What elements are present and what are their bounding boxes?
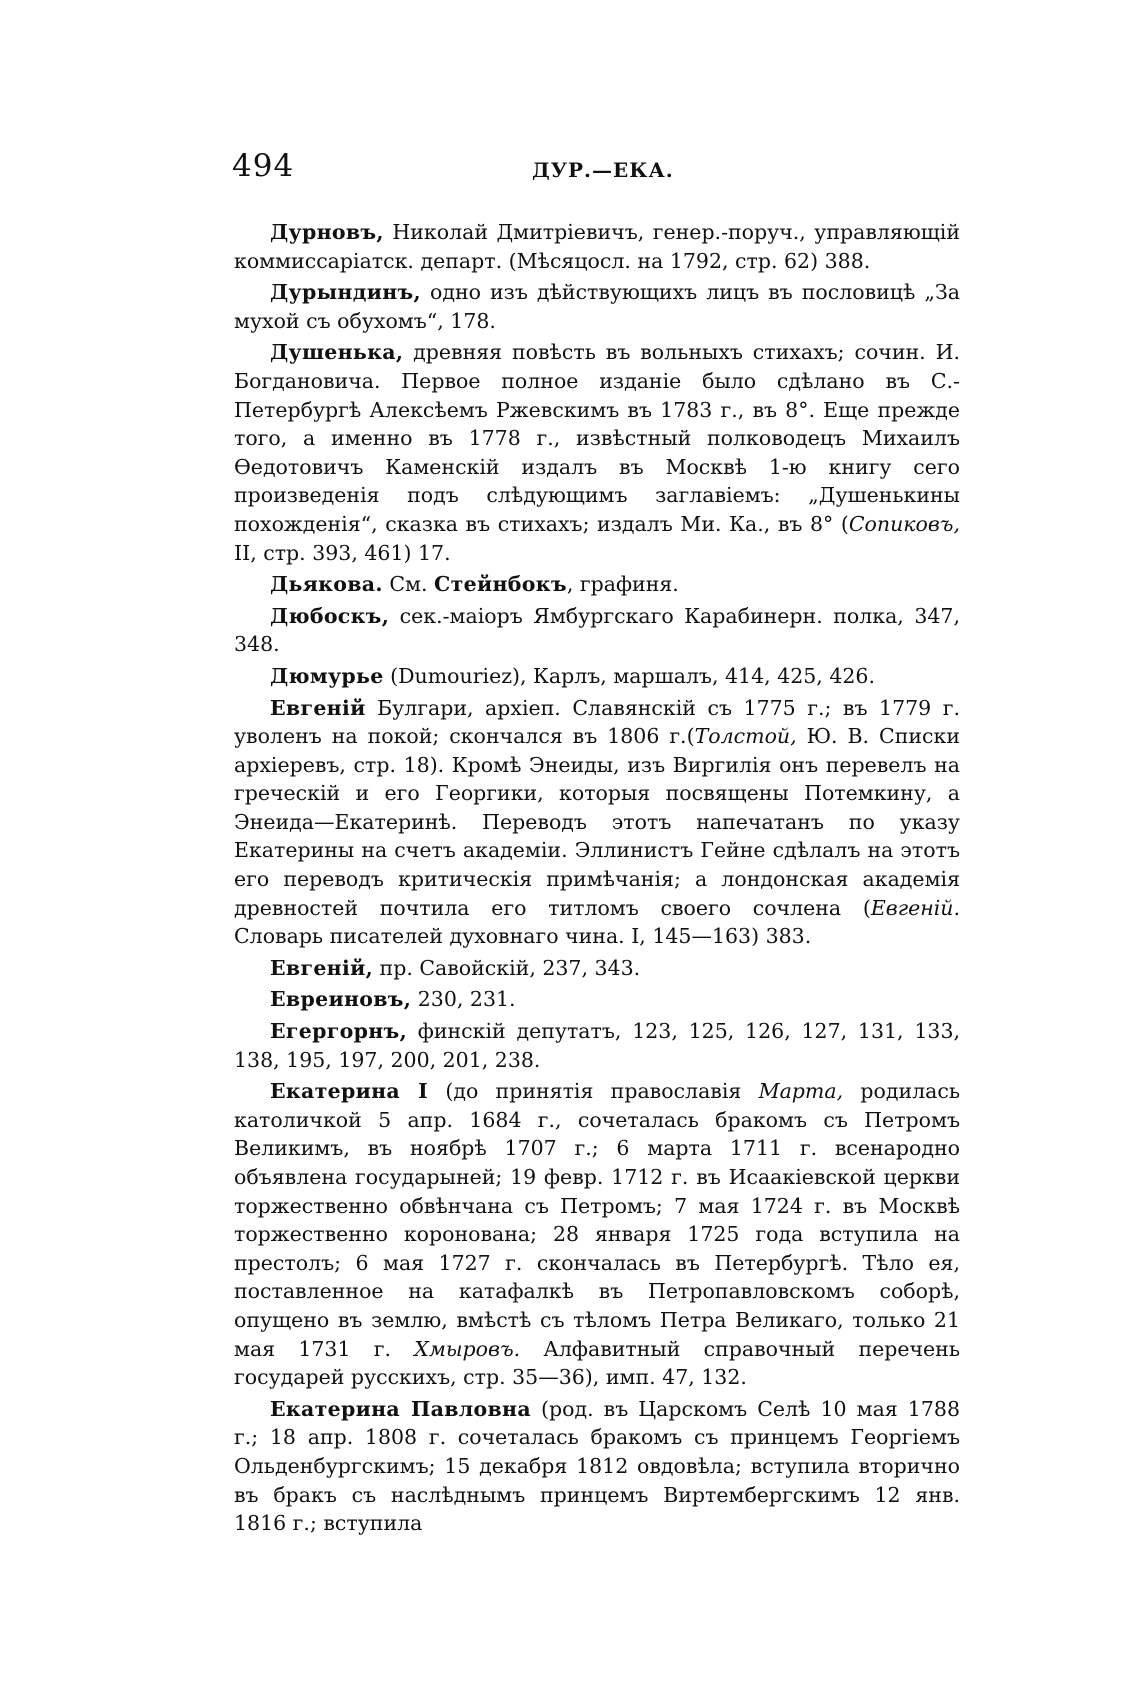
entry-text-tail: родилась католичкой 5 апр. 1684 г., сочеталась бракомъ съ Петромъ Великимъ, въ ноябрѣ 1707 г.; 6 марта 1711 г. всенародно объявлена государыней; 19 февр. 1712 г. въ Исаакіевской церкви торжественно обвѣнчана съ Петромъ; 7 мая 1724 г. въ Москвѣ торжественно коронована; 28 января 1725 года вступила на престолъ; 6 мая 1727 г. скончалась въ Петербургѣ. Тѣло ея, поставленное на катафалкѣ въ Петропавловскомъ соборѣ, опущено въ землю, вмѣстѣ съ тѣломъ Петра Великаго, только 21 мая 1731 г. — [234, 1079, 961, 1361]
entry-text-tail: Ю. В. Списки архіеревъ, стр. 18). Кромѣ Энеиды, изъ Виргилія онъ перевелъ на греческій и его Георгики, которыя посвящены Потемкину, а Энеида—Екатеринѣ. Переводъ этотъ напечатанъ по указу Екатерины на счетъ академіи. Эллинистъ Гейне сдѣлалъ на этотъ его переводъ критическія примѣчанія; а лондонская академія древностей почтила его титломъ своего сочлена ( — [234, 724, 960, 920]
entry-text: сек.-маіоръ Ямбургскаго Карабинерн. полка, 347, 348. — [234, 603, 960, 657]
entry-headword: Екатерина I — [270, 1079, 429, 1104]
entry-text: 230, 231. — [411, 987, 516, 1012]
entry-dyumurie — [234, 662, 960, 691]
entry-text: Николай Дмитріевичъ, генер.-поруч., управляющій коммиссаріатск. департ. (Мѣсяцосл. на 1792, стр. 62) 388. — [234, 220, 960, 273]
entry-text: финскій депутатъ, 123, 125, 126, 127, 131, 133, 138, 195, 197, 200, 201, 238. — [234, 1019, 960, 1072]
entry-headword: Екатерина Павловна — [270, 1396, 531, 1421]
entry-citation-2: Евгеній. — [870, 895, 960, 920]
entry-durnov — [234, 218, 960, 275]
entry-citation: Марта, — [758, 1079, 844, 1104]
entry-headword: Дюмурье — [270, 663, 384, 688]
entry-citation: Толстой, — [694, 724, 797, 749]
entry-citation: Сопиковъ, — [848, 511, 960, 536]
page-number: 494 — [232, 148, 295, 184]
entry-egergorn — [234, 1017, 960, 1074]
entry-text-tail: II, стр. 393, 461) 17. — [234, 540, 451, 565]
entry-text-tail: , графиня. — [566, 572, 679, 597]
dictionary-entries — [234, 218, 960, 1541]
entry-headword: Евреиновъ, — [270, 987, 412, 1012]
entry-ekaterina-i — [234, 1077, 960, 1392]
entry-headword: Егергорнъ, — [270, 1019, 408, 1044]
entry-dyakova — [234, 570, 960, 599]
entry-headword: Дьякова. — [270, 572, 383, 597]
entry-text: (до принятія православія — [428, 1079, 759, 1104]
entry-evreinov — [234, 985, 960, 1014]
entry-duryndin — [234, 278, 960, 335]
entry-text: (Dumouriez), Карлъ, маршалъ, 414, 425, 426. — [383, 663, 875, 688]
entry-ekaterina-pavlovna — [234, 1395, 960, 1538]
entry-text-tail-2: Словарь писателей духовнаго чина. I, 145—163) 383. — [234, 924, 812, 949]
entry-headword: Дурындинъ, — [270, 280, 421, 305]
entry-headword: Дюбоскъ, — [270, 603, 390, 628]
entry-cross-reference: Стейнбокъ — [434, 572, 567, 597]
entry-text: (род. въ Царскомъ Селѣ 10 мая 1788 г.; 18 апр. 1808 г. сочеталась бракомъ съ принцемъ Георгіемъ Ольденбургскимъ; 15 декабря 1812 овдовѣла; вступила вторично въ бракъ съ наслѣднымъ принцемъ Виртембергскимъ 12 янв. 1816 г.; вступила — [234, 1396, 960, 1536]
entry-text: одно изъ дѣйствующихъ лицъ въ пословицѣ „За мухой съ обухомъ“, 178. — [234, 280, 960, 333]
entry-text-tail-2: Алфавитный справочный перечень государей русскихъ, стр. 35—36), имп. 47, 132. — [234, 1336, 961, 1390]
entry-text: древняя повѣсть въ вольныхъ стихахъ; сочин. И. Богдановича. Первое полное изданіе было сдѣлано въ С.-Петербургѣ Алексѣемъ Ржевскимъ въ 1783 г., въ 8°. Еще прежде того, а именно въ 1778 г., извѣстный полководецъ Михаилъ Ѳедотовичъ Каменскій издалъ въ Москвѣ 1-ю книгу сего произведенія подъ слѣдующимъ заглавіемъ: „Душенькины похожденія“, сказка въ стихахъ; издалъ Ми. Ка., въ 8° ( — [234, 340, 960, 536]
entry-headword: Евгеній — [270, 695, 366, 720]
entry-headword: Евгеній, — [270, 955, 374, 980]
entry-citation-2: Хмыровъ. — [414, 1336, 521, 1361]
entry-dyubosk — [234, 602, 960, 659]
entry-headword: Дурновъ, — [270, 220, 384, 244]
entry-headword: Душенька, — [270, 340, 404, 365]
page-header — [232, 148, 962, 188]
entry-evgeniy-bulgari — [234, 694, 960, 951]
entry-evgeniy-savoy — [234, 954, 960, 983]
entry-text: См. — [382, 572, 435, 597]
entry-text: пр. Савойскій, 237, 343. — [373, 955, 641, 980]
entry-dushenka — [234, 338, 960, 567]
entry-text: Булгари, архіеп. Славянскій съ 1775 г.; въ 1779 г. уволенъ на покой; скончался въ 1806 г.( — [234, 695, 960, 749]
running-head: ДУР.—ЕКА. — [532, 158, 674, 182]
